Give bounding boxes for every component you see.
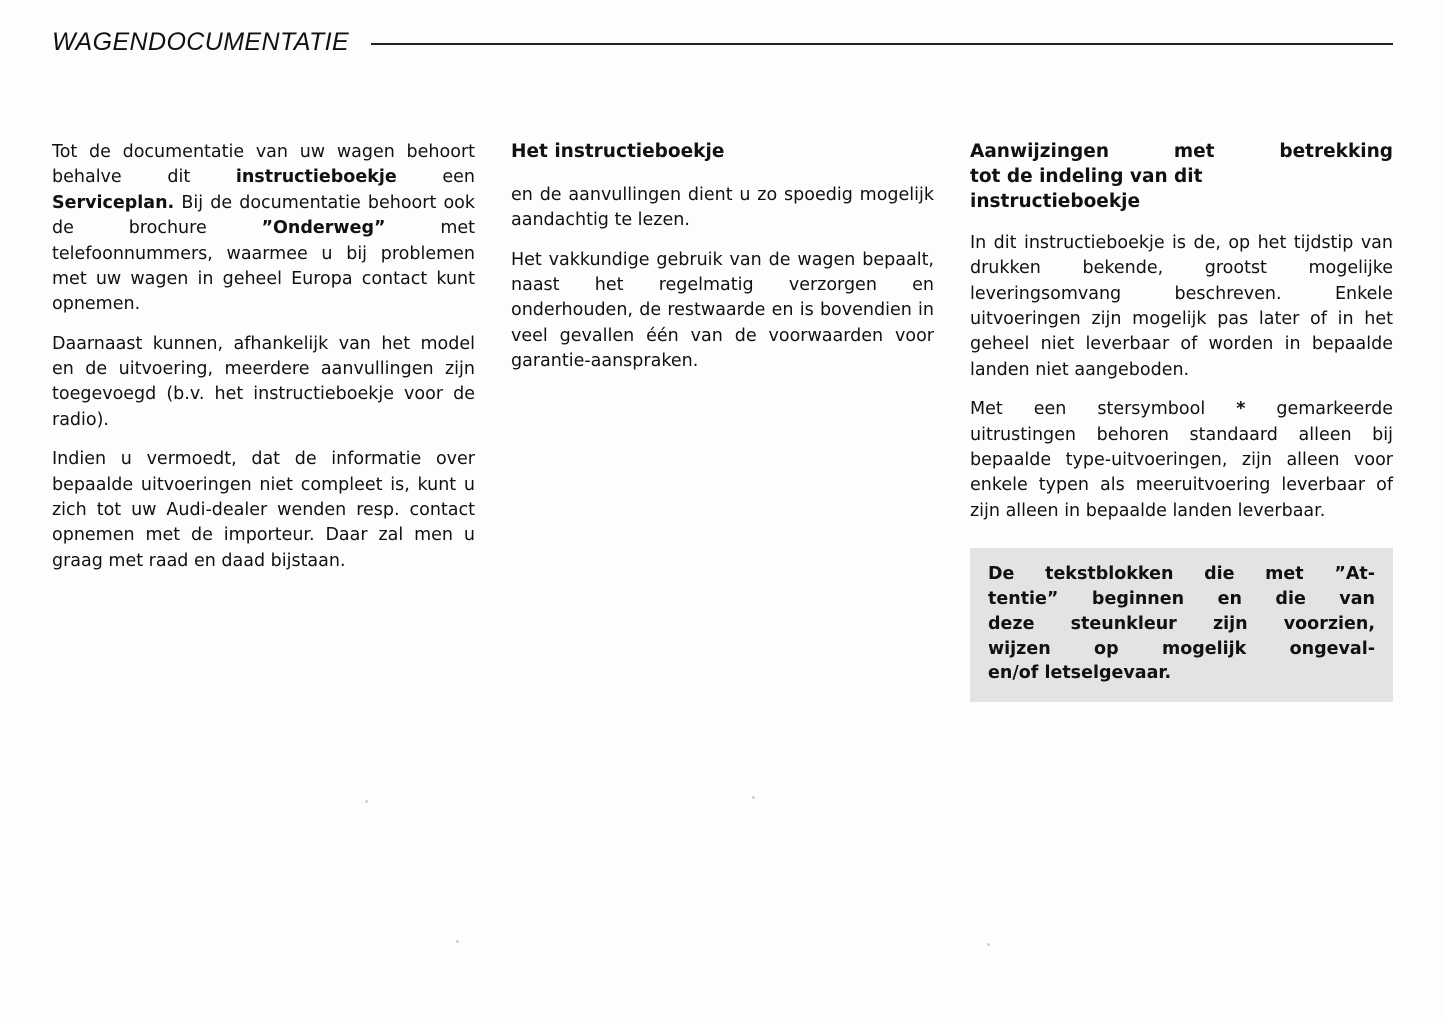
print-speck bbox=[456, 940, 459, 943]
paragraph: Met een stersymbool * gemarkeerde uitrustingen behoren standaard alleen bij bepaalde type-uitvoeringen, zijn alleen voor enkele typen als meeruitvoering leverbaar of zijn alleen in bepaalde landen leverbaar. bbox=[970, 399, 1393, 521]
paragraph: Indien u vermoedt, dat de informatie over bepaalde uitvoeringen niet compleet is, kunt u zich tot uw Audi-dealer wenden resp. contact opnemen met de importeur. Daar zal men u graag met raad en daad bijstaan. bbox=[52, 449, 475, 571]
column-two bbox=[511, 140, 934, 702]
page-title: WAGENDOCUMENTATIE bbox=[52, 27, 350, 56]
paragraph: Het vakkundige gebruik van de wagen bepaalt, naast het regelmatig verzorgen en onderhouden, de restwaarde en is bovendien in veel gevallen één van de voorwaarden voor garantie-aanspraken. bbox=[511, 249, 934, 372]
page-header bbox=[52, 22, 1393, 62]
attention-callout-text: De tekstblokken die met ”At- tentie” beginnen en die van deze steunkleur zijn voorzien, wijzen op mogelijk ongeval- en/of letselgevaar. bbox=[988, 564, 1375, 684]
paragraph: en de aanvullingen dient u zo spoedig mogelijk aandachtig te lezen. bbox=[511, 184, 934, 231]
print-speck bbox=[365, 800, 368, 803]
content-columns bbox=[52, 140, 1393, 702]
attention-callout-box bbox=[970, 548, 1393, 702]
column-three bbox=[970, 140, 1393, 702]
print-speck bbox=[987, 943, 990, 946]
section-heading-instructieboekje: Het instructieboekje bbox=[511, 141, 725, 162]
paragraph: Daarnaast kunnen, afhankelijk van het model en de uitvoering, meerdere aanvullingen zijn toegevoegd (b.v. het instructieboekje voor de radio). bbox=[52, 333, 475, 430]
column-one bbox=[52, 140, 475, 702]
header-rule bbox=[371, 43, 1393, 45]
print-speck bbox=[752, 796, 755, 799]
section-heading-aanwijzingen: Aanwijzingen met betrekking tot de indeling van dit instructieboekje bbox=[970, 141, 1393, 212]
paragraph: In dit instructieboekje is de, op het tijdstip van drukken bekende, grootst mogelijke leveringsomvang beschreven. Enkele uitvoeringen zijn mogelijk pas later of in het geheel niet leverbaar of worden in bepaalde landen niet aangeboden. bbox=[970, 232, 1393, 380]
paragraph: Tot de documentatie van uw wagen behoort behalve dit instructieboekje een Serviceplan. Bij de documentatie behoort ook de brochure ”Onderweg” met telefoonnummers, waarmee u bij problemen met uw wagen in geheel Europa contact kunt opnemen. bbox=[52, 142, 475, 315]
